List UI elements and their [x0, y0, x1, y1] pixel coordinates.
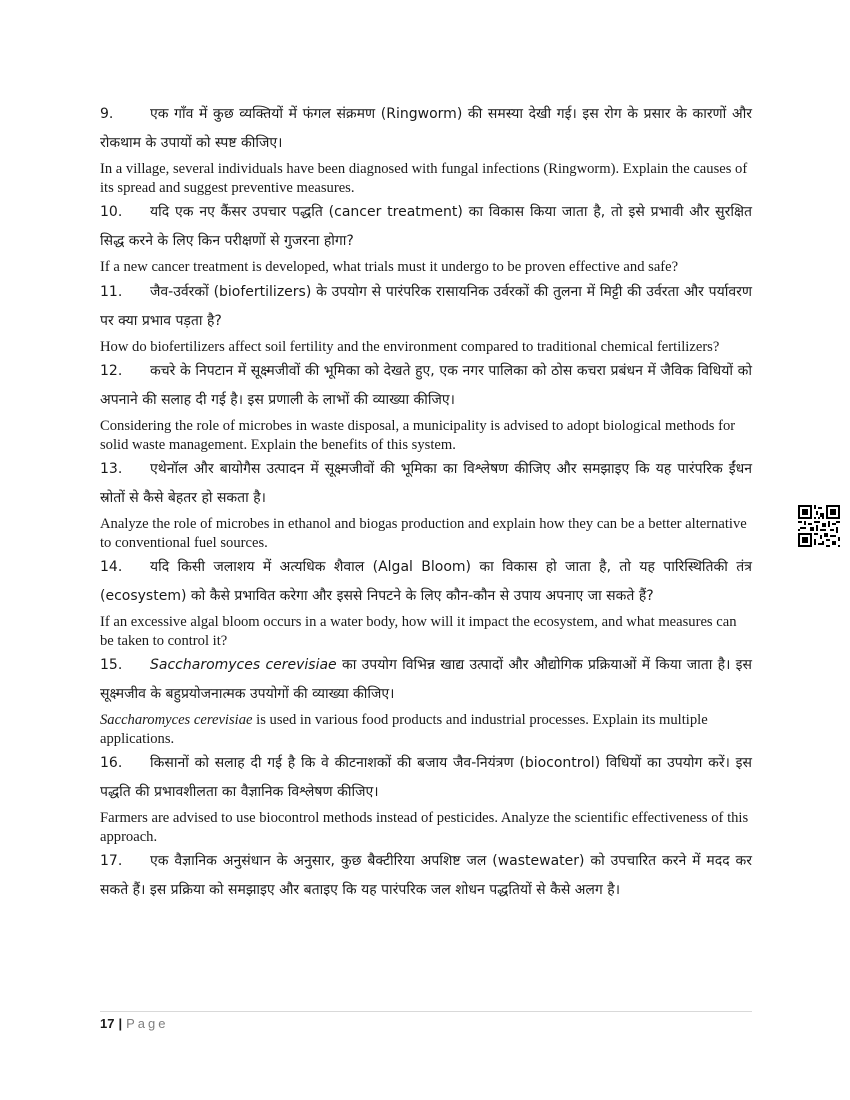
- question-english: How do biofertilizers affect soil fertility and the environment compared to traditional chemical fertilizers?: [100, 338, 720, 355]
- page-label: Page: [126, 1016, 169, 1031]
- question-hindi-text: एक गाँव में कुछ व्यक्तियों में फंगल संक्रमण (Ringworm) की समस्या देखी गई। इस रोग के प्रसार के कारणों और रोकथाम के उपायों को स्पष्ट कीजिए।: [100, 106, 752, 151]
- question-hindi-text: किसानों को सलाह दी गई है कि वे कीटनाशकों की बजाय जैव-नियंत्रण (biocontrol) विधियों का उपयोग करें। इस पद्धति की प्रभावशीलता का वैज्ञानिक विश्लेषण कीजिए।: [100, 755, 752, 800]
- question-hindi-text: एथेनॉल और बायोगैस उत्पादन में सूक्ष्मजीवों की भूमिका का विश्लेषण कीजिए और समझाइए कि यह पारंपरिक ईंधन स्रोतों से कैसे बेहतर हो सकता है।: [100, 461, 752, 506]
- question-number: 11.: [100, 283, 123, 300]
- question-hindi: [100, 749, 752, 807]
- question-13: [100, 455, 752, 552]
- question-14: [100, 553, 752, 650]
- qr-code-icon[interactable]: [798, 505, 840, 547]
- question-hindi-text: यदि एक नए कैंसर उपचार पद्धति (cancer treatment) का विकास किया जाता है, तो इसे प्रभावी और सुरक्षित सिद्ध करने के लिए किन परीक्षणों से गुजरना होगा?: [100, 204, 752, 249]
- question-hindi: [100, 553, 752, 611]
- question-number: 10.: [100, 204, 123, 220]
- question-english: [100, 711, 752, 748]
- question-english: In a village, several individuals have been diagnosed with fungal infections (Ringworm). Explain the causes of its spread and suggest preventive measures.: [100, 161, 748, 196]
- question-english: If a new cancer treatment is developed, what trials must it undergo to be proven effective and safe?: [100, 259, 679, 275]
- question-english: Analyze the role of microbes in ethanol and biogas production and explain how they can be a better alternative to conventional fuel sources.: [100, 516, 747, 551]
- question-hindi-text: का उपयोग विभिन्न खाद्य उत्पादों और औद्योगिक प्रक्रियाओं में किया जाता है। इस सूक्ष्मजीव के बहुप्रयोजनात्मक उपयोगों की व्याख्या कीजिए।: [100, 657, 752, 702]
- question-9: [100, 100, 752, 197]
- question-hindi-text: एक वैज्ञानिक अनुसंधान के अनुसार, कुछ बैक्टीरिया अपशिष्ट जल (wastewater) को उपचारित करने में मदद कर सकते हैं। इस प्रक्रिया को समझाइए और बताइए कि यह पारंपरिक जल शोधन पद्धतियों से कैसे अलग है।: [100, 853, 752, 898]
- question-hindi: [100, 651, 752, 709]
- question-hindi: [100, 847, 752, 905]
- question-english: If an excessive algal bloom occurs in a water body, how will it impact the ecosystem, and what measures can be taken to control it?: [100, 614, 737, 649]
- question-hindi: [100, 278, 752, 336]
- question-hindi-text: कचरे के निपटान में सूक्ष्मजीवों की भूमिका को देखते हुए, एक नगर पालिका को ठोस कचरा प्रबंधन में जैविक विधियों को अपनाने की सलाह दी गई है। इस प्रणाली के लाभों की व्याख्या कीजिए।: [100, 363, 752, 408]
- question-number: 13.: [100, 461, 123, 477]
- question-10: [100, 198, 752, 277]
- question-number: 16.: [100, 755, 123, 771]
- question-17: [100, 847, 752, 905]
- question-number: 15.: [100, 657, 123, 673]
- question-english: Considering the role of microbes in waste disposal, a municipality is advised to adopt biological methods for solid waste management. Explain the benefits of this system.: [100, 418, 736, 453]
- page-number: 17: [100, 1016, 115, 1031]
- question-english: Farmers are advised to use biocontrol methods instead of pesticides. Analyze the scientific effectiveness of this approach.: [100, 810, 749, 845]
- species-name-italic: Saccharomyces cerevisiae: [100, 712, 253, 728]
- question-hindi-text: जैव-उर्वरकों (biofertilizers) के उपयोग से पारंपरिक रासायनिक उर्वरकों की तुलना में मिट्टी की उर्वरता और पर्यावरण पर क्या प्रभाव पड़ता है?: [100, 283, 752, 329]
- question-number: 9.: [100, 106, 114, 122]
- question-list: [100, 100, 752, 905]
- species-name-italic: Saccharomyces cerevisiae: [150, 657, 337, 673]
- question-15: [100, 651, 752, 748]
- question-12: [100, 357, 752, 454]
- question-number: 12.: [100, 363, 123, 379]
- footer-separator: |: [118, 1016, 123, 1031]
- question-hindi: [100, 357, 752, 415]
- question-english-text: is used in various food products and industrial processes. Explain its multiple applications.: [100, 712, 708, 747]
- question-hindi-text: यदि किसी जलाशय में अत्यधिक शैवाल (Algal Bloom) का विकास हो जाता है, तो यह पारिस्थितिकी तंत्र (ecosystem) को कैसे प्रभावित करेगा और इससे निपटने के लिए कौन-कौन से उपाय अपनाए जा सकते हैं?: [100, 559, 752, 604]
- question-16: [100, 749, 752, 846]
- question-hindi: [100, 100, 752, 158]
- question-number: 14.: [100, 559, 123, 575]
- page-footer: [100, 1011, 752, 1031]
- question-11: [100, 278, 752, 357]
- question-hindi: [100, 455, 752, 513]
- question-number: 17.: [100, 853, 123, 869]
- question-hindi: [100, 198, 752, 256]
